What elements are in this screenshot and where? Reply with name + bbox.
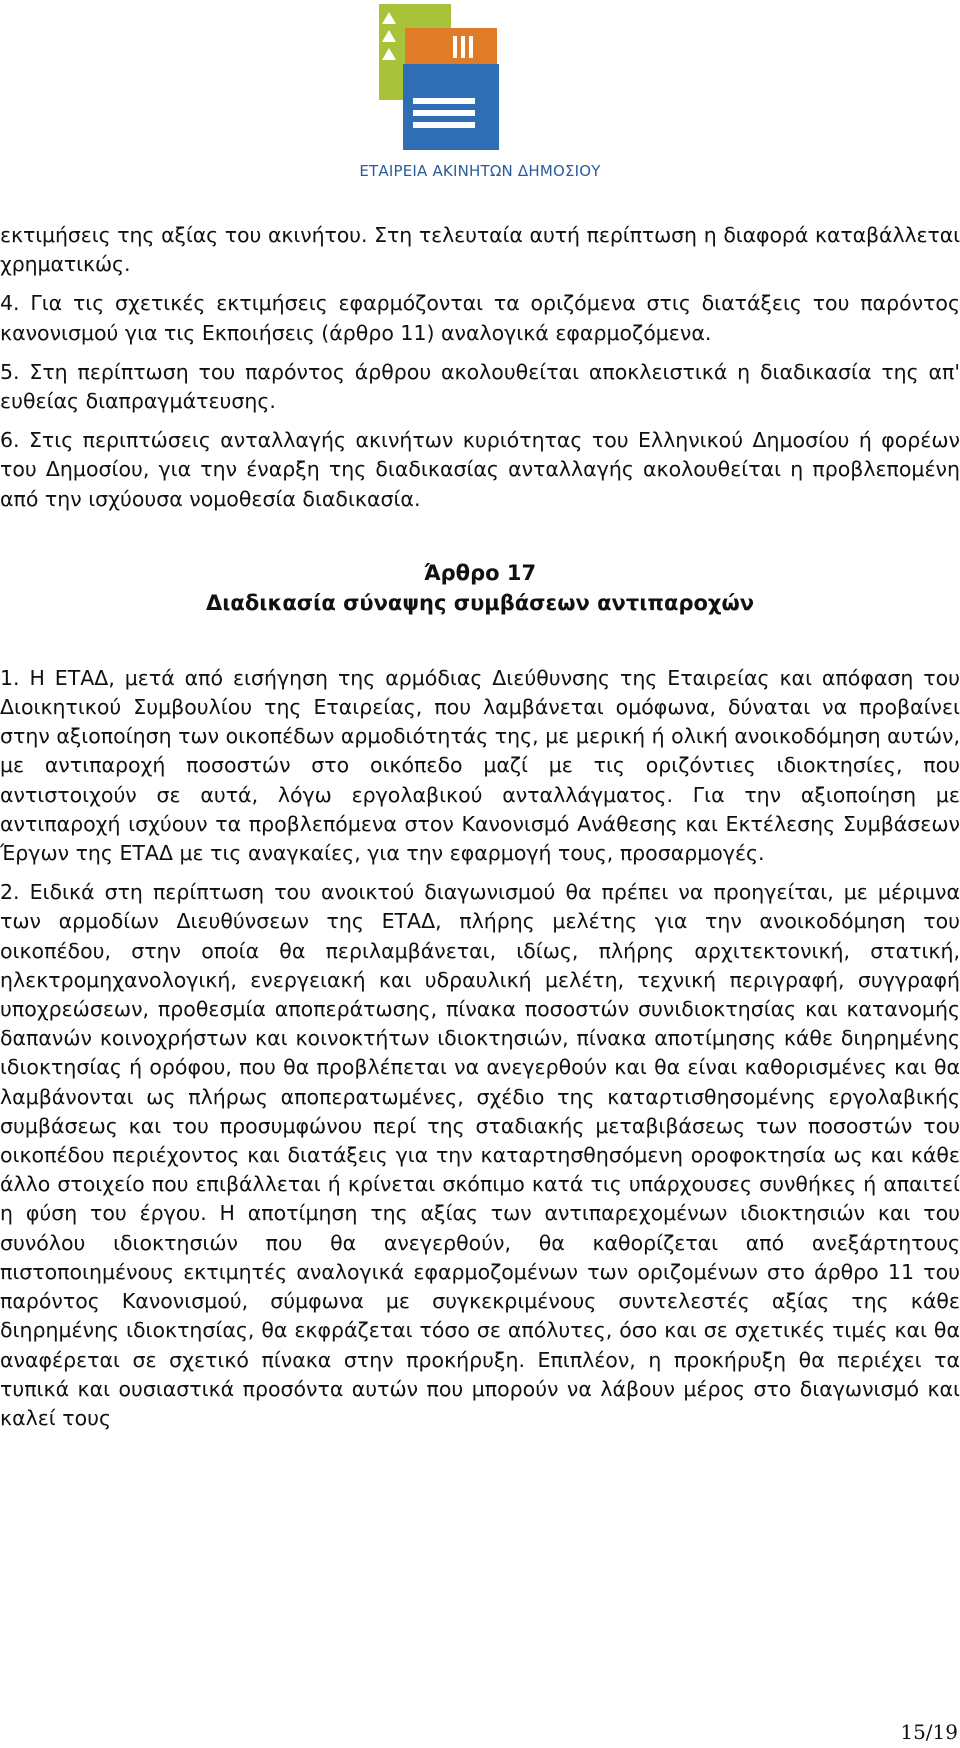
logo-graphic <box>349 0 611 160</box>
paragraph-5: 5. Στη περίπτωση του παρόντος άρθρου ακολουθείται αποκλειστικά η διαδικασία της απ' ευθείας διαπραγμάτευσης. <box>0 359 960 414</box>
paragraph-6: 6. Στις περιπτώσεις ανταλλαγής ακινήτων κυριότητας του Ελληνικού Δημοσίου ή φορέων του Δημοσίου, για την έναρξη της διαδικασίας ανταλλαγής ακολουθείται η προβλεπομένη από την ισχύουσα νομοθεσία διαδικασία. <box>0 428 960 511</box>
article-paragraph-1: 1. Η ΕΤΑΔ, μετά από εισήγηση της αρμόδιας Διεύθυνσης της Εταιρείας και απόφαση του Διοικητικού Συμβουλίου της Εταιρείας, που λαμβάνεται ομόφωνα, δύναται να προβαίνει στην αξιοποίηση των οικοπέδων αρμοδιότητάς της, με μερική ή ολική ανοικοδόμηση αυτών, με αντιπαροχή ποσοστών στο οικόπεδο μαζί με τις οριζόντιες ιδιοκτησίες, που αντιστοιχούν σε αυτά, λόγω εργολαβικού ανταλλάγματος. Για την αξιοποίηση με αντιπαροχή ισχύουν τα προβλεπόμενα στον Κανονισμό Ανάθεσης και Εκτέλεσης Συμβάσεων Έργων της ΕΤΑΔ με τις αναγκαίες, για την εφαρμογή τους, προσαρμογές. <box>0 665 960 866</box>
document-body <box>0 221 960 1433</box>
article-number: Άρθρο 17 <box>423 560 537 585</box>
logo-text: ΕΤΑΙΡΕΙΑ ΑΚΙΝΗΤΩΝ ΔΗΜΟΣΙΟΥ <box>359 162 601 180</box>
paragraph-continuation: εκτιμήσεις της αξίας του ακινήτου. Στη τελευταία αυτή περίπτωση η διαφορά καταβάλλεται χρηματικώς. <box>0 223 960 277</box>
company-logo <box>349 0 611 185</box>
page-number: 15/19 <box>900 1720 958 1744</box>
article-paragraph-2: 2. Ειδικά στη περίπτωση του ανοικτού διαγωνισμού θα πρέπει να προηγείται, με μέριμνα των αρμοδίων Διευθύνσεων της ΕΤΑΔ, πλήρης μελέτης για την ανοικοδόμηση του οικοπέδου, στην οποία θα περιλαμβάνεται, ιδίως, πλήρης αρχιτεκτονική, στατική, ηλεκτρομηχανολογική, ενεργειακή και υδραυλική μελέτη, τεχνική περιγραφή, συγγραφή υποχρεώσεων, προθεσμία αποπεράτωσης, πίνακα ποσοστών συνιδιοκτησίας και κατανομής δαπανών κοινοχρήστων και κοινοκτήτων ιδιοκτησιών, πίνακα αποτίμησης κάθε διηρημένης ιδιοκτησίας ή ορόφου, που θα προβλέπεται να ανεγερθούν και θα είναι καθορισμένες και θα λαμβάνονται ως πλήρως αποπερατωμένες, σχέδιο της καταρτισθησομένης εργολαβικής συμβάσεως και του προσυμφώνου περί της σταδιακής μεταβιβάσεως των ποσοστών του οικοπέδου περιέχοντος και διατάξεις για την καταρτησθησόμενη οροφοκτησία ως και κάθε άλλο στοιχείο που επιβάλλεται ή κρίνεται σκόπιμο κατά τις υπάρχουσες συνθήκες ή απαιτεί η φύση του έργου. Η αποτίμηση της αξίας των αντιπαρεχομένων ιδιοκτησιών και του συνόλου ιδιοκτησιών που θα ανεγερθούν, θα καθορίζεται από ανεξάρτητους πιστοποιημένους εκτιμητές αναλογικά εφαρμοζομένων των οριζομένων στο άρθρο 11 του παρόντος Κανονισμού, σύμφωνα με συγκεκριμένους συντελεστές αξίας της κάθε διηρημένης ιδιοκτησίας, θα εκφράζεται τόσο σε απόλυτες, όσο και σε σχετικές τιμές και θα αναφέρεται σε σχετικό πίνακα στην προκήρυξη. Επιπλέον, η προκήρυξη θα περιέχει τα τυπικά και ουσιαστικά προσόντα αυτών που μπορούν να λάβουν μέρος στο διαγωνισμό και καλεί τους <box>0 880 960 1430</box>
paragraph-4: 4. Για τις σχετικές εκτιμήσεις εφαρμόζονται τα οριζόμενα στις διατάξεις του παρόντος κανονισμού για τις Εκποιήσεις (άρθρο 11) αναλογικά εφαρμοζόμενα. <box>0 291 960 345</box>
article-title: Διαδικασία σύναψης συμβάσεων αντιπαροχών <box>205 590 755 615</box>
